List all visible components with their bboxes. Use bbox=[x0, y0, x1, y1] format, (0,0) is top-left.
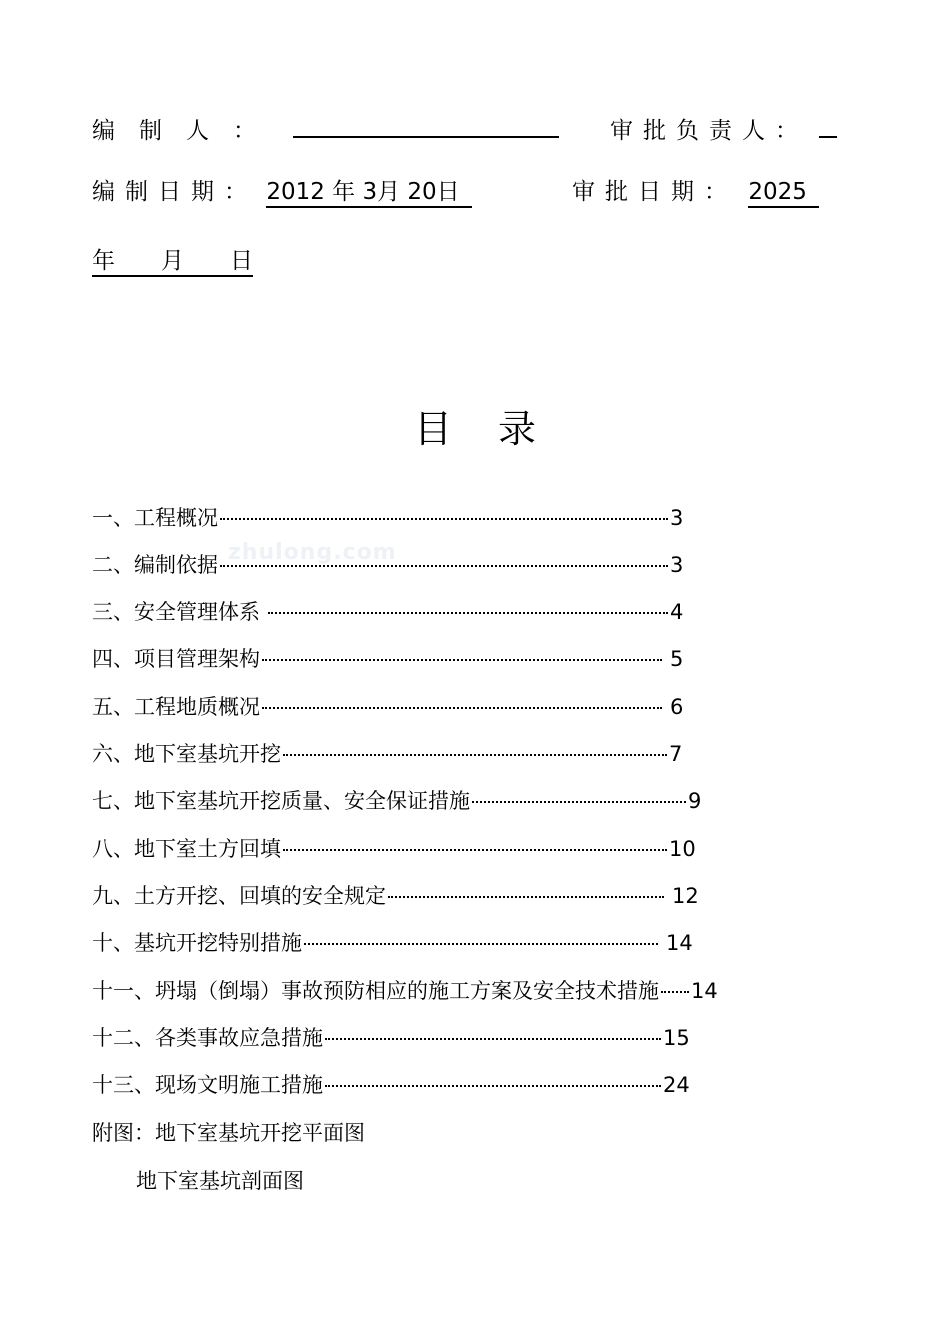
compiler-label: 编制人： bbox=[92, 118, 280, 144]
toc-item-page: 10 bbox=[669, 837, 696, 861]
toc-item[interactable] bbox=[92, 881, 699, 911]
approve-date-rest: 年 月 日 bbox=[92, 247, 253, 277]
toc-item[interactable] bbox=[92, 644, 683, 674]
compiler-row bbox=[92, 114, 559, 147]
toc-item-page: 15 bbox=[663, 1026, 690, 1050]
toc-item[interactable] bbox=[92, 928, 693, 958]
toc-item[interactable] bbox=[92, 786, 701, 816]
toc-item-page: 9 bbox=[688, 789, 702, 813]
toc-leader bbox=[283, 849, 667, 851]
toc-item-page: 14 bbox=[691, 979, 718, 1003]
toc-item-page: 7 bbox=[669, 742, 683, 766]
toc-leader bbox=[283, 754, 667, 756]
toc-title: 目录 bbox=[413, 407, 582, 451]
toc-leader bbox=[220, 565, 668, 567]
toc-item-page: 3 bbox=[670, 506, 684, 530]
toc-item[interactable] bbox=[92, 1023, 690, 1053]
toc-item-page: 5 bbox=[670, 647, 684, 671]
compile-date-row bbox=[92, 176, 472, 208]
toc-item-label: 十三、现场文明施工措施 bbox=[92, 1073, 323, 1097]
approve-date-rest-row bbox=[92, 245, 253, 277]
toc-item-label: 八、地下室土方回填 bbox=[92, 837, 281, 861]
toc-item[interactable] bbox=[92, 976, 718, 1006]
toc-item-page: 12 bbox=[672, 884, 699, 908]
toc-item-label: 十、基坑开挖特别措施 bbox=[92, 931, 302, 955]
toc-item-page: 3 bbox=[670, 553, 684, 577]
toc-item-label: 一、工程概况 bbox=[92, 506, 218, 530]
compile-date-label: 编制日期： bbox=[92, 179, 257, 205]
toc-item-label: 七、地下室基坑开挖质量、安全保证措施 bbox=[92, 789, 470, 813]
compiler-blank bbox=[293, 114, 559, 138]
toc-item[interactable] bbox=[92, 1070, 690, 1100]
toc-item-page: 6 bbox=[670, 695, 684, 719]
toc-item[interactable] bbox=[92, 597, 683, 627]
toc-leader bbox=[220, 518, 668, 520]
watermark: zhulong.com bbox=[228, 540, 397, 565]
toc-leader bbox=[388, 896, 664, 898]
toc-item-page: 4 bbox=[670, 600, 684, 624]
approver-row bbox=[610, 114, 837, 147]
toc-item-label: 六、地下室基坑开挖 bbox=[92, 742, 281, 766]
approver-blank bbox=[819, 114, 837, 138]
toc-leader bbox=[262, 659, 662, 661]
toc-item-page: 24 bbox=[663, 1073, 690, 1097]
approve-date-label: 审批日期： bbox=[572, 179, 737, 205]
toc-item[interactable] bbox=[92, 834, 696, 864]
toc-leader bbox=[304, 943, 658, 945]
approver-label: 审批负责人： bbox=[610, 118, 808, 144]
appendix-item: 地下室基坑剖面图 bbox=[136, 1169, 304, 1193]
toc-item-label: 九、土方开挖、回填的安全规定 bbox=[92, 884, 386, 908]
toc-leader bbox=[325, 1038, 661, 1040]
toc-leader bbox=[268, 612, 668, 614]
toc-item-page: 14 bbox=[666, 931, 693, 955]
toc-leader bbox=[661, 991, 689, 993]
toc-leader bbox=[325, 1085, 661, 1087]
approve-date-year: 2025 bbox=[748, 178, 819, 208]
toc-item[interactable] bbox=[92, 692, 683, 722]
toc-item-label: 二、编制依据 bbox=[92, 553, 218, 577]
toc-leader bbox=[472, 801, 686, 803]
toc-item-label: 四、项目管理架构 bbox=[92, 647, 260, 671]
toc-item[interactable] bbox=[92, 739, 682, 769]
appendix-item: 附图：地下室基坑开挖平面图 bbox=[92, 1121, 365, 1145]
toc-leader bbox=[262, 707, 662, 709]
toc-item-label: 五、工程地质概况 bbox=[92, 695, 260, 719]
toc-item[interactable] bbox=[92, 550, 683, 580]
approve-date-row bbox=[572, 176, 819, 208]
toc-item-label: 十一、坍塌（倒塌）事故预防相应的施工方案及安全技术措施 bbox=[92, 979, 659, 1003]
toc-item[interactable] bbox=[92, 503, 683, 533]
toc-item-label: 三、安全管理体系 bbox=[92, 600, 260, 624]
compile-date-value: 2012 年 3月 20日 bbox=[266, 178, 471, 208]
toc-item-label: 十二、各类事故应急措施 bbox=[92, 1026, 323, 1050]
